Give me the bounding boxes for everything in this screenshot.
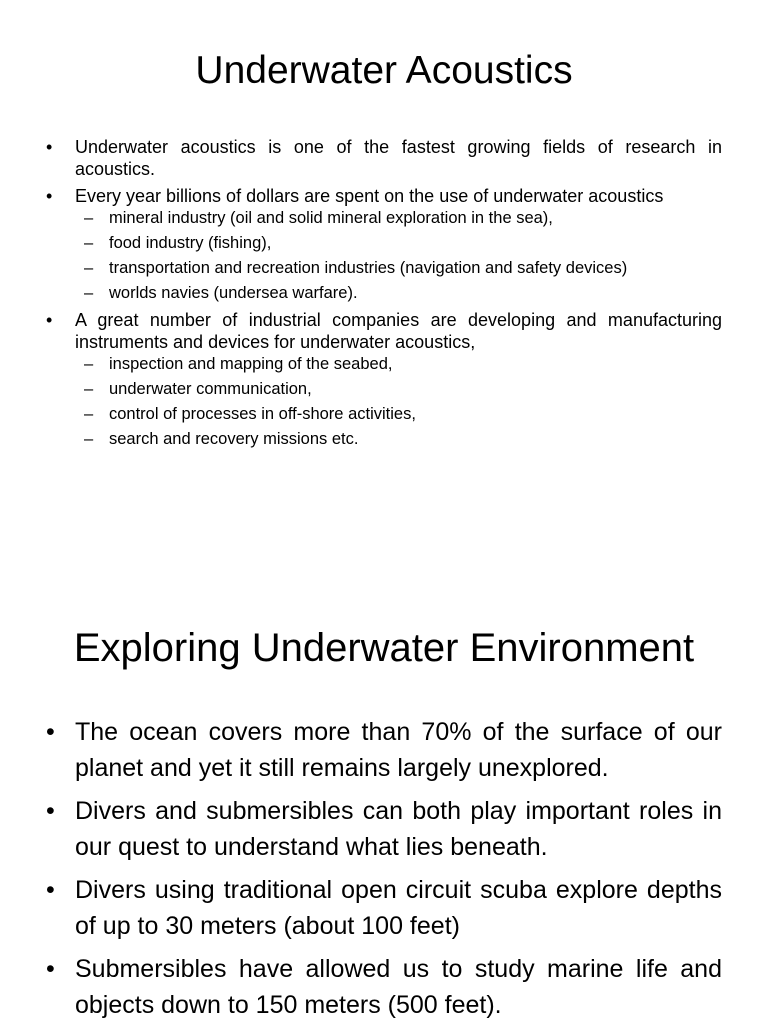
bullet-text: Underwater acoustics is one of the fastest growing fields of research in acoustics. xyxy=(75,137,722,179)
bullet-text: The ocean covers more than 70% of the surface of our planet and yet it still remains largely unexplored. xyxy=(75,718,722,782)
slide-exploring-underwater-environment xyxy=(0,576,768,1024)
bullet-text: A great number of industrial companies are developing and manufacturing instruments and devices for underwater acoustics, xyxy=(75,310,722,352)
sub-bullet-item xyxy=(75,354,722,375)
bullet-list xyxy=(46,714,722,1030)
sub-bullet-item xyxy=(75,233,722,254)
sub-bullet-item xyxy=(75,429,722,450)
sub-bullet-item xyxy=(75,283,722,304)
dash-icon: – xyxy=(84,259,94,277)
bullet-icon: • xyxy=(46,797,55,825)
sub-bullet-item xyxy=(75,404,722,425)
sub-bullet-item xyxy=(75,208,722,229)
dash-icon: – xyxy=(84,209,94,227)
sub-bullet-text: worlds navies (undersea warfare). xyxy=(109,284,358,302)
bullet-item xyxy=(46,872,722,944)
dash-icon: – xyxy=(84,380,94,398)
bullet-icon: • xyxy=(46,137,53,157)
bullet-icon: • xyxy=(46,876,55,904)
sub-bullet-text: inspection and mapping of the seabed, xyxy=(109,355,393,373)
sub-bullet-text: underwater communication, xyxy=(109,380,312,398)
sub-bullet-text: control of processes in off-shore activities, xyxy=(109,405,416,423)
bullet-item xyxy=(46,793,722,865)
dash-icon: – xyxy=(84,405,94,423)
bullet-item xyxy=(46,951,722,1023)
dash-icon: – xyxy=(84,430,94,448)
bullet-icon: • xyxy=(46,310,53,330)
dash-icon: – xyxy=(84,284,94,302)
bullet-icon: • xyxy=(46,186,53,206)
slide-title: Underwater Acoustics xyxy=(195,49,573,92)
sub-bullet-text: search and recovery missions etc. xyxy=(109,430,359,448)
sub-bullet-list xyxy=(75,354,722,450)
bullet-text: Divers using traditional open circuit scuba explore depths of up to 30 meters (about 100 feet) xyxy=(75,876,722,940)
sub-bullet-text: transportation and recreation industries (navigation and safety devices) xyxy=(109,259,628,277)
bullet-item xyxy=(46,136,722,180)
sub-bullet-item xyxy=(75,379,722,400)
bullet-icon: • xyxy=(46,718,55,746)
bullet-list xyxy=(46,136,722,455)
bullet-item xyxy=(46,309,722,450)
bullet-text: Submersibles have allowed us to study marine life and objects down to 150 meters (500 feet). xyxy=(75,955,722,1019)
sub-bullet-text: mineral industry (oil and solid mineral exploration in the sea), xyxy=(109,209,553,227)
sub-bullet-item xyxy=(75,258,722,279)
sub-bullet-list xyxy=(75,208,722,304)
bullet-text: Divers and submersibles can both play important roles in our quest to understand what lies beneath. xyxy=(75,797,722,861)
dash-icon: – xyxy=(84,355,94,373)
bullet-item xyxy=(46,714,722,786)
bullet-icon: • xyxy=(46,955,55,983)
sub-bullet-text: food industry (fishing), xyxy=(109,234,272,252)
bullet-item xyxy=(46,185,722,304)
slide-title: Exploring Underwater Environment xyxy=(73,626,695,670)
dash-icon: – xyxy=(84,234,94,252)
bullet-text: Every year billions of dollars are spent on the use of underwater acoustics xyxy=(75,186,664,206)
